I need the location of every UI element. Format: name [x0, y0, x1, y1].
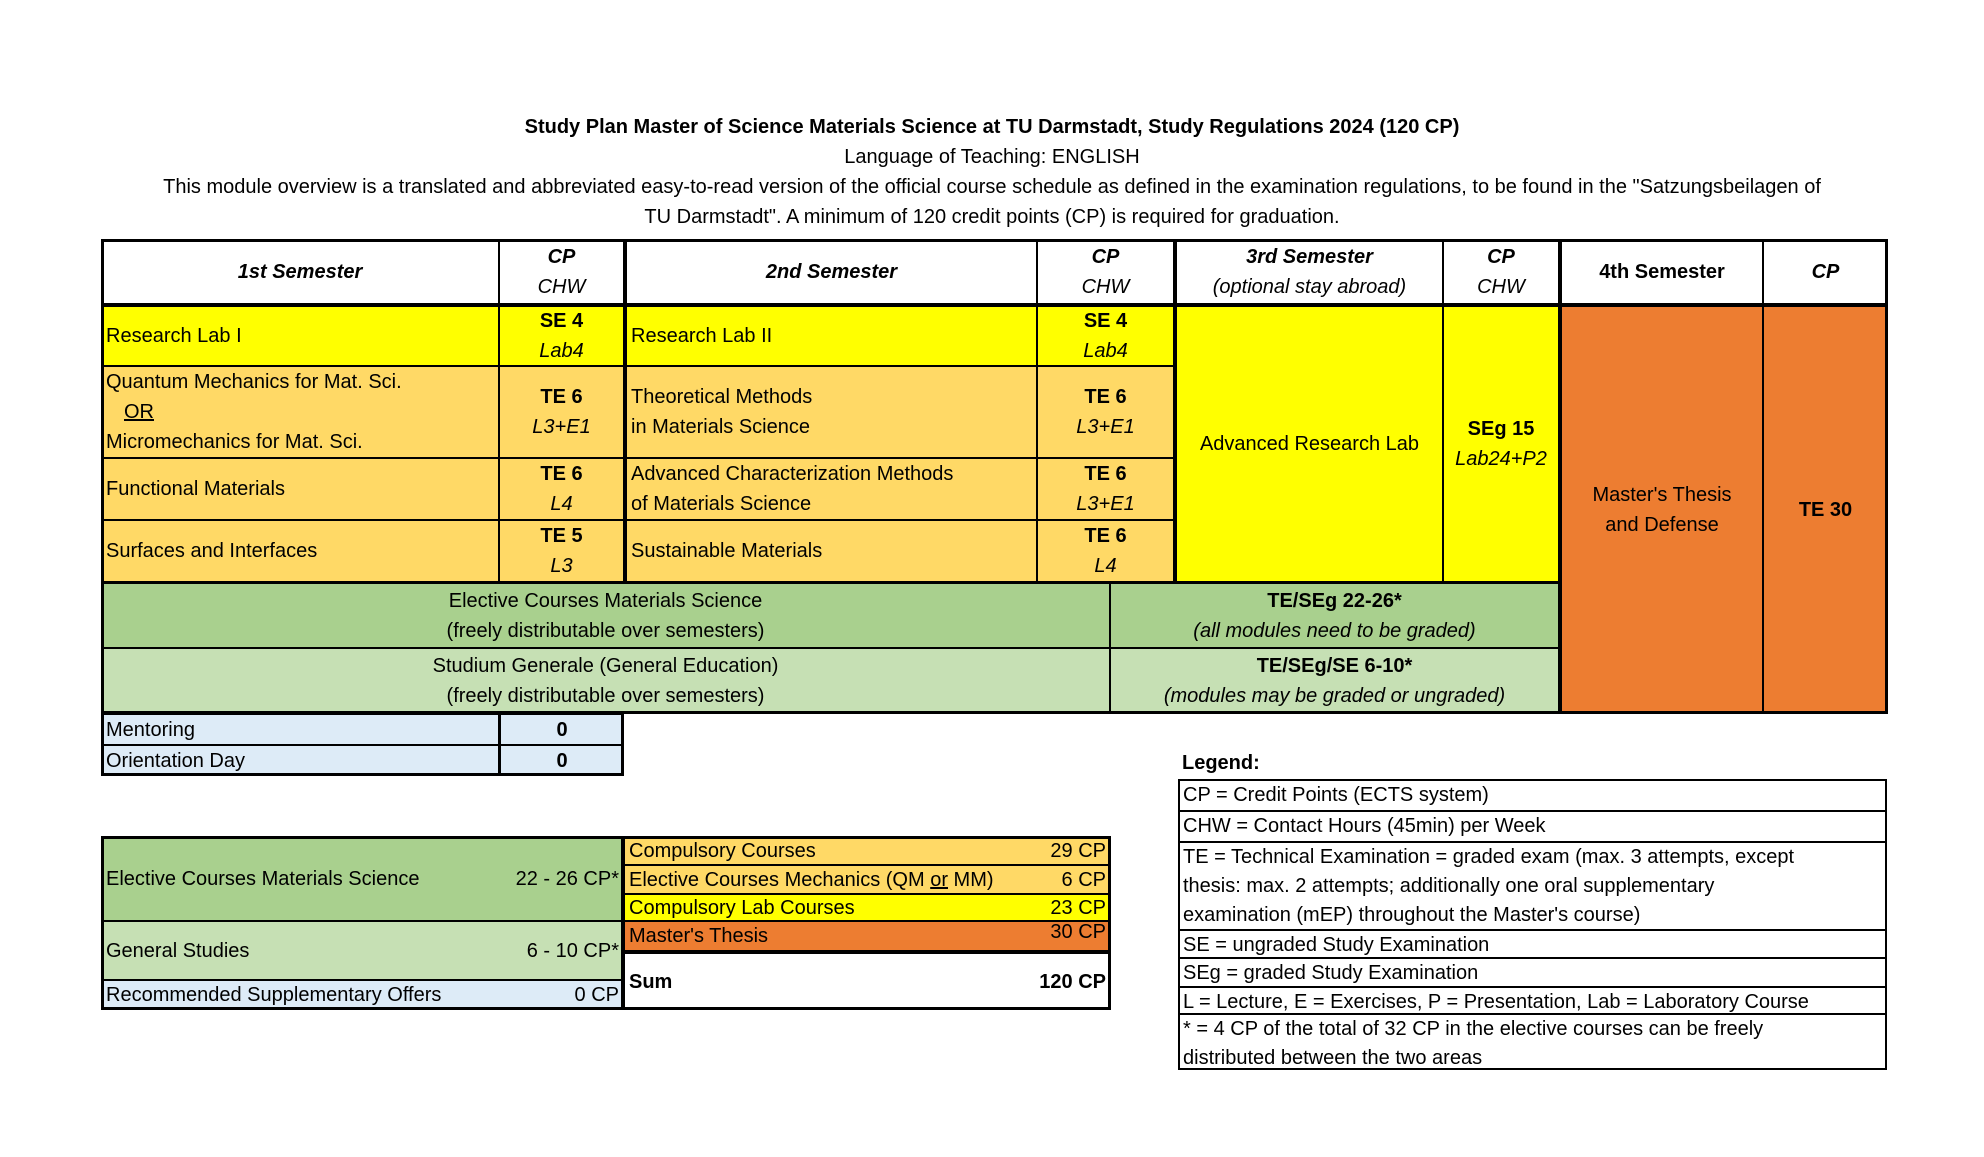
header-sem4-cp: CP [1763, 239, 1888, 304]
course-sustainable-materials: Sustainable Materials [624, 520, 1037, 582]
cp-research-lab-1: SE 4 Lab4 [499, 304, 624, 366]
header-sem3-cp: CP CHW [1443, 239, 1559, 304]
summary-compulsory-lab: Compulsory Lab Courses 23 CP [624, 894, 1111, 921]
cp-sustainable-materials: TE 6 L4 [1037, 520, 1174, 582]
legend-item-abbreviations: L = Lecture, E = Exercises, P = Presentation, Lab = Laboratory Course [1180, 988, 1885, 1015]
summary-masters-thesis: Master's Thesis 30 CP [624, 921, 1111, 951]
cp-quantum-or-micromechanics: TE 6 L3+E1 [499, 366, 624, 458]
extra-mentoring-cp: 0 [499, 714, 624, 745]
legend-item-seg: SEg = graded Study Examination [1180, 959, 1885, 988]
legend-item-te: TE = Technical Examination = graded exam (max. 3 attempts, except thesis: max. 2 attempts; additionally one oral supplementary examination (mEP) throughout the Master's course) [1180, 843, 1885, 931]
extra-orientation-day-cp: 0 [499, 745, 624, 776]
course-theoretical-methods: Theoretical Methods in Materials Science [624, 366, 1037, 458]
summary-elective-courses: Elective Courses Materials Science 22 - 26 CP* [101, 836, 624, 921]
course-masters-thesis: Master's Thesis and Defense [1559, 304, 1763, 714]
cp-masters-thesis: TE 30 [1763, 304, 1888, 714]
extra-orientation-day: Orientation Day [101, 745, 499, 776]
header-sem1: 1st Semester [101, 239, 499, 304]
header-sem4: 4th Semester [1559, 239, 1763, 304]
course-advanced-research-lab: Advanced Research Lab [1174, 304, 1443, 582]
studium-generale-row: Studium Generale (General Education) (freely distributable over semesters) [101, 648, 1110, 714]
legend-title: Legend: [1182, 752, 1260, 774]
course-research-lab-1: Research Lab I [101, 304, 499, 366]
legend-item-cp: CP = Credit Points (ECTS system) [1180, 781, 1885, 812]
cp-advanced-characterization: TE 6 L3+E1 [1037, 458, 1174, 520]
course-advanced-characterization: Advanced Characterization Methods of Materials Science [624, 458, 1037, 520]
course-research-lab-2: Research Lab II [624, 304, 1037, 366]
cp-surfaces-interfaces: TE 5 L3 [499, 520, 624, 582]
header-sem2: 2nd Semester [624, 239, 1037, 304]
legend-item-footnote: * = 4 CP of the total of 32 CP in the elective courses can be freely distributed between the two areas [1183, 1018, 1764, 1069]
summary-supplementary-offers: Recommended Supplementary Offers 0 CP [101, 980, 624, 1010]
header-sem3: 3rd Semester (optional stay abroad) [1174, 239, 1443, 304]
header-sem1-cp: CP CHW [499, 239, 624, 304]
cp-theoretical-methods: TE 6 L3+E1 [1037, 366, 1174, 458]
course-surfaces-interfaces: Surfaces and Interfaces [101, 520, 499, 582]
legend-item-chw: CHW = Contact Hours (45min) per Week [1180, 812, 1885, 843]
summary-compulsory-courses: Compulsory Courses 29 CP [624, 836, 1111, 865]
legend-box [1178, 779, 1887, 1070]
summary-sum: Sum 120 CP [624, 951, 1111, 1010]
intro-line-2: TU Darmstadt". A minimum of 120 credit points (CP) is required for graduation. [644, 206, 1340, 228]
course-functional-materials: Functional Materials [101, 458, 499, 520]
summary-general-studies: General Studies 6 - 10 CP* [101, 921, 624, 980]
intro-line-1: This module overview is a translated and abbreviated easy-to-read version of the official course schedule as defined in the examination regulations, to be found in the "Satzungsbeilagen of [163, 176, 1821, 198]
cp-advanced-research-lab: SEg 15 Lab24+P2 [1443, 304, 1559, 582]
language-line: Language of Teaching: ENGLISH [844, 146, 1140, 168]
extra-mentoring: Mentoring [101, 714, 499, 745]
cp-functional-materials: TE 6 L4 [499, 458, 624, 520]
legend-item-se: SE = ungraded Study Examination [1180, 931, 1885, 959]
cp-research-lab-2: SE 4 Lab4 [1037, 304, 1174, 366]
course-quantum-or-micromechanics: Quantum Mechanics for Mat. Sci. OR Micromechanics for Mat. Sci. [101, 366, 499, 458]
elective-courses-cp: TE/SEg 22-26* (all modules need to be graded) [1110, 582, 1559, 648]
summary-elective-mechanics: Elective Courses Mechanics (QM or MM) 6 CP [624, 865, 1111, 894]
page-title: Study Plan Master of Science Materials Science at TU Darmstadt, Study Regulations 2024 (120 CP) [524, 116, 1460, 138]
elective-courses-row: Elective Courses Materials Science (freely distributable over semesters) [101, 582, 1110, 648]
studium-generale-cp: TE/SEg/SE 6-10* (modules may be graded or ungraded) [1110, 648, 1559, 714]
header-sem2-cp: CP CHW [1037, 239, 1174, 304]
